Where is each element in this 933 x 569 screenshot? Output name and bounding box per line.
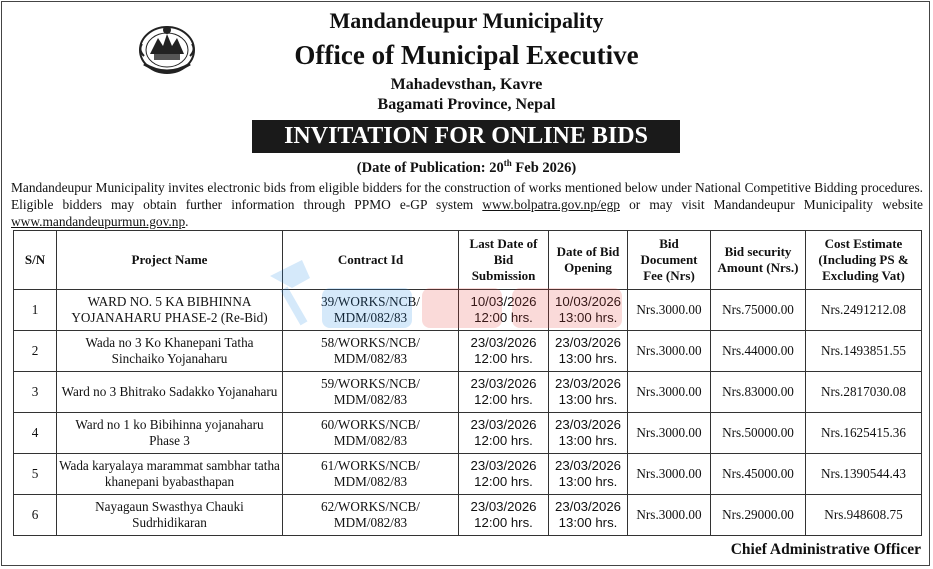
- cell-fee: Nrs.3000.00: [628, 495, 711, 536]
- cell-last-date: 23/03/2026 12:00 hrs.: [459, 331, 549, 372]
- municipality-name: Mandandeupur Municipality: [329, 8, 604, 33]
- cell-contract: 39/WORKS/NCB/ MDM/082/83: [283, 290, 459, 331]
- cell-contract: 61/WORKS/NCB/ MDM/082/83: [283, 454, 459, 495]
- cell-contract: 59/WORKS/NCB/ MDM/082/83: [283, 372, 459, 413]
- cell-opening: 23/03/2026 13:00 hrs.: [549, 413, 628, 454]
- col-header-security: Bid security Amount (Nrs.): [711, 231, 806, 290]
- cell-security: Nrs.75000.00: [711, 290, 806, 331]
- table-row: [14, 454, 922, 495]
- cell-contract: 62/WORKS/NCB/ MDM/082/83: [283, 495, 459, 536]
- cell-opening: 23/03/2026 13:00 hrs.: [549, 454, 628, 495]
- cell-security: Nrs.50000.00: [711, 413, 806, 454]
- table-row: [14, 372, 922, 413]
- cell-opening: 23/03/2026 13:00 hrs.: [549, 495, 628, 536]
- publication-date: (Date of Publication: 20th Feb 2026): [356, 158, 577, 176]
- cell-project: Nayagaun Swasthya Chauki Sudrhidikaran: [57, 495, 283, 536]
- col-header-last-date: Last Date of Bid Submission: [459, 231, 549, 290]
- cell-estimate: Nrs.948608.75: [806, 495, 922, 536]
- cell-fee: Nrs.3000.00: [628, 454, 711, 495]
- col-header-estimate: Cost Estimate (Including PS & Excluding Vat): [806, 231, 922, 290]
- cell-estimate: Nrs.1390544.43: [806, 454, 922, 495]
- cell-last-date: 23/03/2026 12:00 hrs.: [459, 495, 549, 536]
- cell-fee: Nrs.3000.00: [628, 413, 711, 454]
- cell-project: Wada karyalaya marammat sambhar tatha khanepani byabasthapan: [57, 454, 283, 495]
- intro-paragraph: Mandandeupur Municipality invites electronic bids from eligible bidders for the construction of works mentioned below under National Competitive Bidding procedures. Eligible bidders may obtain further information through PPMO e-GP system www.bolpatra.gov.np/egp or may visit Mandandeupur Municipality website www.mandandeupurmun.gov.np.: [11, 180, 923, 229]
- municipality-website-link[interactable]: www.mandandeupurmun.gov.np: [11, 214, 186, 229]
- cell-opening: 23/03/2026 13:00 hrs.: [549, 331, 628, 372]
- table-header-row: [14, 231, 922, 290]
- notice-title-banner: INVITATION FOR ONLINE BIDS: [252, 120, 680, 153]
- cell-sn: 4: [14, 413, 57, 454]
- cell-contract: 58/WORKS/NCB/ MDM/082/83: [283, 331, 459, 372]
- cell-contract: 60/WORKS/NCB/ MDM/082/83: [283, 413, 459, 454]
- table-row: [14, 290, 922, 331]
- cell-sn: 6: [14, 495, 57, 536]
- cell-last-date: 23/03/2026 12:00 hrs.: [459, 372, 549, 413]
- cell-security: Nrs.45000.00: [711, 454, 806, 495]
- col-header-opening: Date of Bid Opening: [549, 231, 628, 290]
- cell-estimate: Nrs.2491212.08: [806, 290, 922, 331]
- cell-security: Nrs.44000.00: [711, 331, 806, 372]
- table-row: [14, 413, 922, 454]
- col-header-project: Project Name: [57, 231, 283, 290]
- address-line-1: Mahadevsthan, Kavre: [390, 76, 543, 93]
- col-header-fee: Bid Document Fee (Nrs): [628, 231, 711, 290]
- col-header-sn: S/N: [14, 231, 57, 290]
- cell-estimate: Nrs.1493851.55: [806, 331, 922, 372]
- cell-sn: 5: [14, 454, 57, 495]
- cell-security: Nrs.29000.00: [711, 495, 806, 536]
- cell-last-date: 23/03/2026 12:00 hrs.: [459, 413, 549, 454]
- cell-fee: Nrs.3000.00: [628, 290, 711, 331]
- cell-sn: 3: [14, 372, 57, 413]
- egp-link[interactable]: www.bolpatra.gov.np/egp: [482, 197, 620, 212]
- office-name: Office of Municipal Executive: [294, 40, 639, 70]
- address-line-2: Bagamati Province, Nepal: [377, 96, 556, 113]
- cell-opening: 10/03/2026 13:00 hrs.: [549, 290, 628, 331]
- cell-opening: 23/03/2026 13:00 hrs.: [549, 372, 628, 413]
- table-row: [14, 331, 922, 372]
- cell-project: Wada no 3 Ko Khanepani Tatha Sinchaiko Yojanaharu: [57, 331, 283, 372]
- cell-project: WARD NO. 5 KA BIBHINNA YOJANAHARU PHASE-2 (Re-Bid): [57, 290, 283, 331]
- cell-fee: Nrs.3000.00: [628, 372, 711, 413]
- cell-sn: 2: [14, 331, 57, 372]
- bids-table: [13, 230, 922, 536]
- cell-estimate: Nrs.1625415.36: [806, 413, 922, 454]
- cell-project: Ward no 1 ko Bibihinna yojanaharu Phase 3: [57, 413, 283, 454]
- cell-fee: Nrs.3000.00: [628, 331, 711, 372]
- cell-estimate: Nrs.2817030.08: [806, 372, 922, 413]
- signatory-title: Chief Administrative Officer: [730, 541, 921, 558]
- cell-last-date: 10/03/2026 12:00 hrs.: [459, 290, 549, 331]
- cell-last-date: 23/03/2026 12:00 hrs.: [459, 454, 549, 495]
- cell-sn: 1: [14, 290, 57, 331]
- col-header-contract: Contract Id: [283, 231, 459, 290]
- cell-security: Nrs.83000.00: [711, 372, 806, 413]
- table-row: [14, 495, 922, 536]
- cell-project: Ward no 3 Bhitrako Sadakko Yojanaharu: [57, 372, 283, 413]
